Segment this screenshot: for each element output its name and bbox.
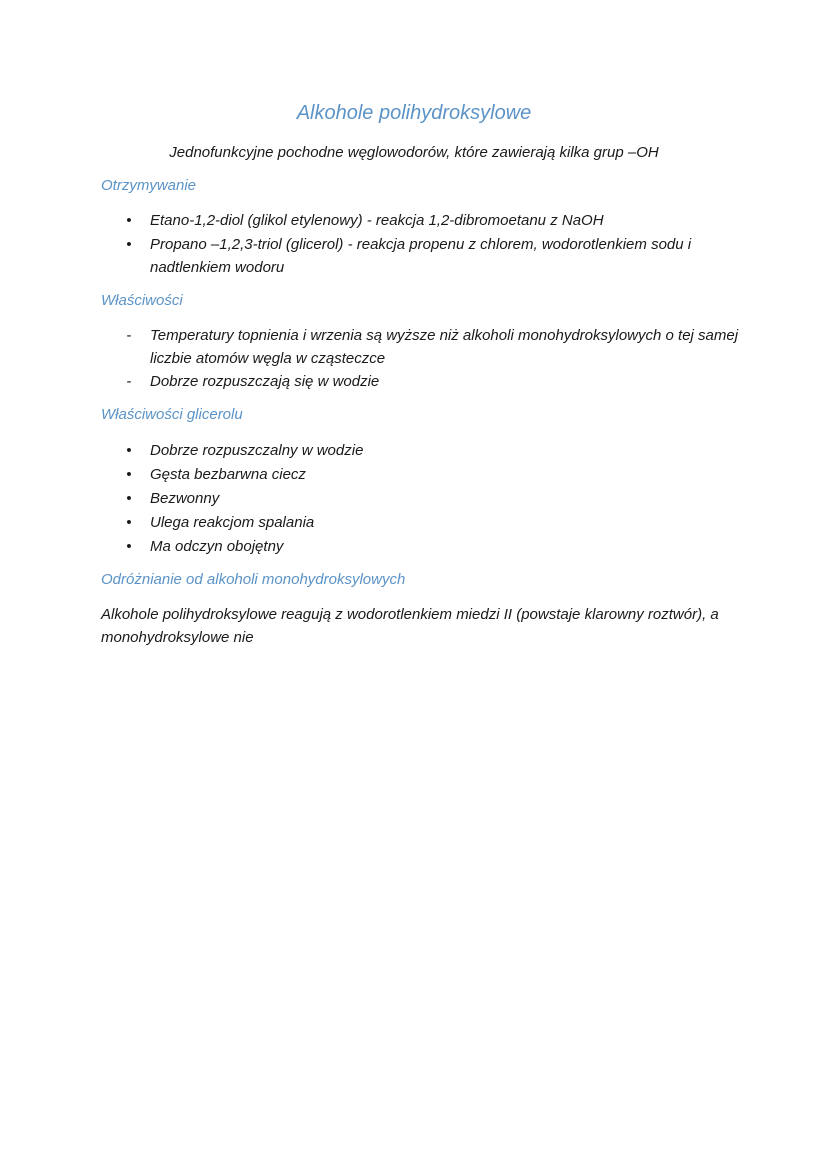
list-item-text: Bezwonny: [150, 490, 220, 507]
list-item-text: Temperatury topnienia i wrzenia są wyższe niż alkoholi monohydroksylowych o tej samej liczbie atomów węgla w cząsteczce: [150, 327, 739, 367]
bullet-marker: •: [126, 514, 132, 531]
document-subtitle: Jednofunkcyjne pochodne węglowodorów, które zawierają kilka grup –OH: [169, 144, 659, 161]
bullet-marker: •: [126, 236, 132, 253]
dash-marker: -: [126, 373, 132, 390]
list-item: [126, 439, 750, 462]
list-item: [126, 511, 750, 534]
list-item-text: Ulega reakcjom spalania: [150, 514, 315, 531]
list-item: [126, 535, 750, 558]
list-item-text: Dobrze rozpuszczają się w wodzie: [150, 373, 380, 390]
list-item: [126, 463, 750, 486]
list-item: [126, 487, 750, 510]
list-item-text: Ma odczyn obojętny: [150, 538, 284, 555]
section-heading-otrzymywanie: Otrzymywanie: [101, 177, 197, 194]
paragraph: Alkohole polihydroksylowe reagują z wodorotlenkiem miedzi II (powstaje klarowny roztwór), a monohydroksylowe nie: [101, 606, 719, 646]
list-item: [126, 370, 750, 393]
bullet-marker: •: [126, 466, 132, 483]
bullet-marker: •: [126, 538, 132, 555]
list-item: [126, 209, 750, 232]
list-item: [126, 233, 750, 279]
list-item-text: Gęsta bezbarwna ciecz: [150, 466, 306, 483]
bullet-marker: •: [126, 442, 132, 459]
section-heading-odroznianie: Odróżnianie od alkoholi monohydroksylowych: [101, 571, 406, 588]
list-item-text: Propano –1,2,3-triol (glicerol) - reakcja propenu z chlorem, wodorotlenkiem sodu i nadtlenkiem wodoru: [150, 236, 692, 276]
bullet-marker: •: [126, 490, 132, 507]
document-title: Alkohole polihydroksylowe: [296, 102, 532, 124]
bullet-marker: •: [126, 212, 132, 229]
section-heading-wlasciwosci-glicerolu: Właściwości glicerolu: [101, 406, 243, 423]
list-item-text: Dobrze rozpuszczalny w wodzie: [150, 442, 364, 459]
list-item-text: Etano-1,2-diol (glikol etylenowy) - reakcja 1,2-dibromoetanu z NaOH: [150, 212, 604, 229]
section-heading-wlasciwosci: Właściwości: [101, 292, 183, 309]
list-item: [126, 324, 750, 370]
dash-marker: -: [126, 327, 132, 344]
